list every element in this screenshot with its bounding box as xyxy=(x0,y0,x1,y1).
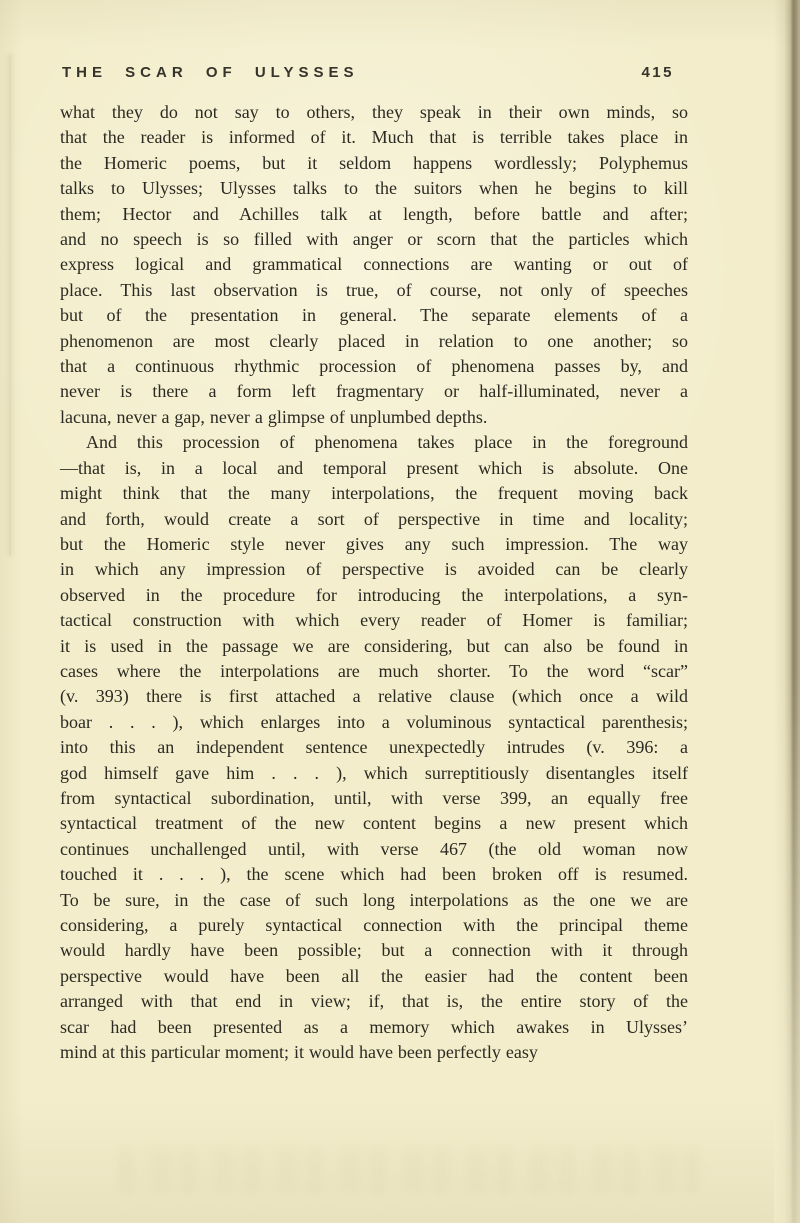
text-line: lacuna, never a gap, never a glimpse of unplumbed depths. xyxy=(60,406,488,427)
text-line: To be sure, in the case of such long interpolations as the one we are xyxy=(60,889,688,910)
text-line: and no speech is so filled with anger or scorn that the particles which xyxy=(60,229,688,250)
text-line: and forth, would create a sort of perspective in time and locality; xyxy=(60,508,688,529)
text-line: tactical construction with which every reader of Homer is familiar; xyxy=(60,610,688,631)
body-text xyxy=(60,100,688,1065)
page-number: 415 xyxy=(641,64,674,81)
text-line: And this procession of phenomena takes place in the foreground xyxy=(86,432,688,453)
text-line: boar . . . ), which enlarges into a voluminous syntactical parenthesis; xyxy=(60,711,688,732)
text-line: that the reader is informed of it. Much that is terrible takes place in xyxy=(60,127,688,148)
page-crease xyxy=(9,55,11,555)
text-line: the Homeric poems, but it seldom happens wordlessly; Polyphemus xyxy=(60,152,688,173)
text-line: but the Homeric style never gives any such impression. The way xyxy=(60,533,688,554)
text-line: god himself gave him . . . ), which surreptitiously disentangles itself xyxy=(60,762,688,783)
text-line: from syntactical subordination, until, with verse 399, an equally free xyxy=(60,787,688,808)
text-line: what they do not say to others, they speak in their own minds, so xyxy=(60,102,688,122)
text-line: in which any impression of perspective is avoided can be clearly xyxy=(60,559,688,580)
text-line: cases where the interpolations are much shorter. To the word “scar” xyxy=(60,660,688,681)
text-line: continues unchallenged until, with verse 467 (the old woman now xyxy=(60,838,688,859)
text-line: never is there a form left fragmentary or half-illuminated, never a xyxy=(60,381,688,402)
text-line: perspective would have been all the easier had the content been xyxy=(60,965,688,986)
text-line: arranged with that end in view; if, that is, the entire story of the xyxy=(60,991,688,1012)
text-line: mind at this particular moment; it would have been perfectly easy xyxy=(60,1042,538,1063)
text-line: into this an independent sentence unexpectedly intrudes (v. 396: a xyxy=(60,737,688,758)
text-line: syntactical treatment of the new content begins a new present which xyxy=(60,813,688,834)
paragraph xyxy=(60,430,688,1065)
text-line: touched it . . . ), the scene which had been broken off is resumed. xyxy=(60,864,688,885)
text-line: talks to Ulysses; Ulysses talks to the suitors when he begins to kill xyxy=(60,178,688,199)
text-line: place. This last observation is true, of course, not only of speeches xyxy=(60,279,688,300)
paper-showthrough xyxy=(120,1148,700,1193)
text-line: it is used in the passage we are considering, but can also be found in xyxy=(60,635,688,656)
running-header xyxy=(62,64,688,82)
text-line: considering, a purely syntactical connection with the principal theme xyxy=(60,915,688,935)
text-line: (v. 393) there is first attached a relative clause (which once a wild xyxy=(60,686,688,707)
text-line: observed in the procedure for introducing the interpolations, a syn- xyxy=(60,584,688,605)
text-line: them; Hector and Achilles talk at length, before battle and after; xyxy=(60,203,688,224)
text-line: but of the presentation in general. The separate elements of a xyxy=(60,305,688,326)
text-line: phenomenon are most clearly placed in relation to one another; so xyxy=(60,330,688,351)
running-header-title: THE SCAR OF ULYSSES xyxy=(62,64,359,81)
paragraph xyxy=(60,100,688,430)
text-line: that a continuous rhythmic procession of phenomena passes by, and xyxy=(60,356,688,377)
text-line: express logical and grammatical connections are wanting or out of xyxy=(60,254,688,275)
text-line: might think that the many interpolations, the frequent moving back xyxy=(60,483,688,504)
text-line: scar had been presented as a memory which awakes in Ulysses’ xyxy=(60,1016,688,1037)
text-line: would hardly have been possible; but a connection with it through xyxy=(60,940,688,961)
text-line: —that is, in a local and temporal present which is absolute. One xyxy=(60,457,688,478)
page-edge-fade xyxy=(774,673,800,1223)
